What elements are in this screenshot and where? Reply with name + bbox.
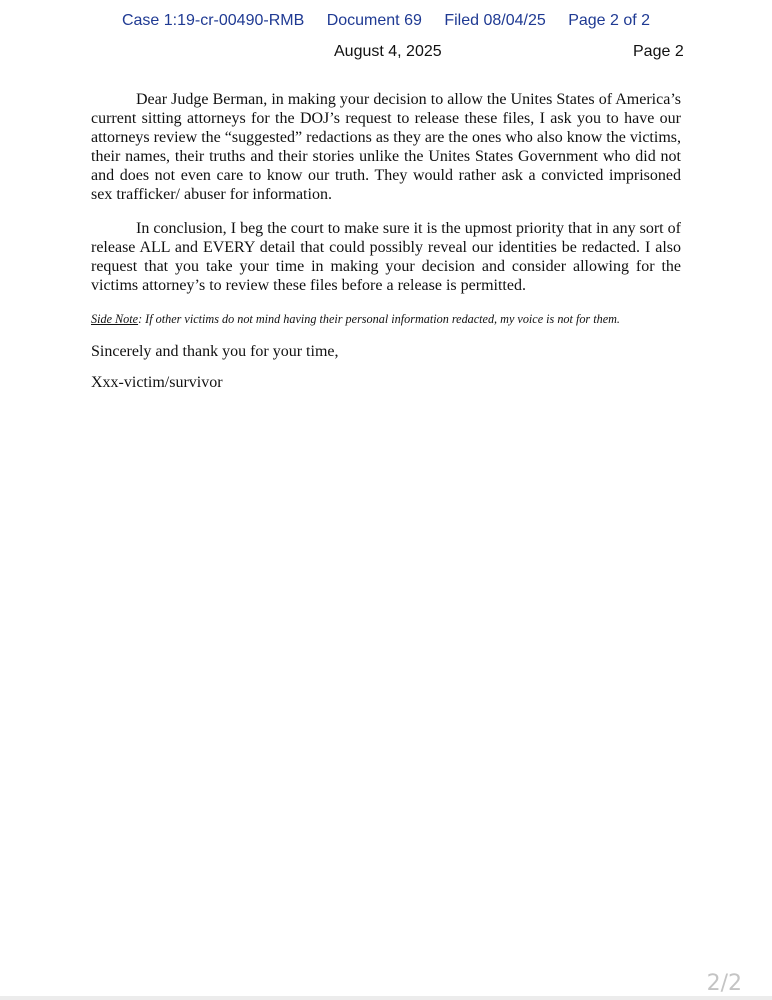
letter-body [91, 90, 681, 392]
page-indicator: 2/2 [706, 971, 742, 996]
letter-paragraph-1: Dear Judge Berman, in making your decision to allow the Unites States of America’s current sitting attorneys for the DOJ’s request to release these files, I ask you to have our attorneys review the “suggested” redactions as they are the ones who also know the victims, their names, their truths and their stories unlike the Unites States Government who did not and does not even care to know our truth. They would rather ask a convicted imprisoned sex trafficker/ abuser for information. [91, 91, 681, 203]
filing-page-count: Page 2 of 2 [568, 12, 651, 29]
letter-paragraph-2: In conclusion, I beg the court to make sure it is the upmost priority that in any sort of release ALL and EVERY detail that could possibly reveal our identities be redacted. I also request that you take your time in making your decision and consider allowing for the victims attorney’s to review these files before a release is permitted. [91, 220, 681, 294]
filed-date: Filed 08/04/25 [444, 12, 546, 29]
letter-closing: Sincerely and thank you for your time, [91, 343, 339, 360]
case-number: Case 1:19-cr-00490-RMB [121, 12, 305, 29]
side-note-text: : If other victims do not mind having their personal information redacted, my voice is not for them. [138, 312, 620, 326]
viewer-bottom-bar [0, 996, 772, 1000]
document-number: Document 69 [326, 12, 422, 29]
letter-signature: Xxx-victim/survivor [91, 374, 223, 391]
filing-header [0, 12, 772, 30]
letter-page-number: Page 2 [633, 43, 684, 60]
letter-date: August 4, 2025 [334, 43, 442, 60]
side-note-label: Side Note [91, 312, 139, 326]
side-note [91, 310, 681, 329]
